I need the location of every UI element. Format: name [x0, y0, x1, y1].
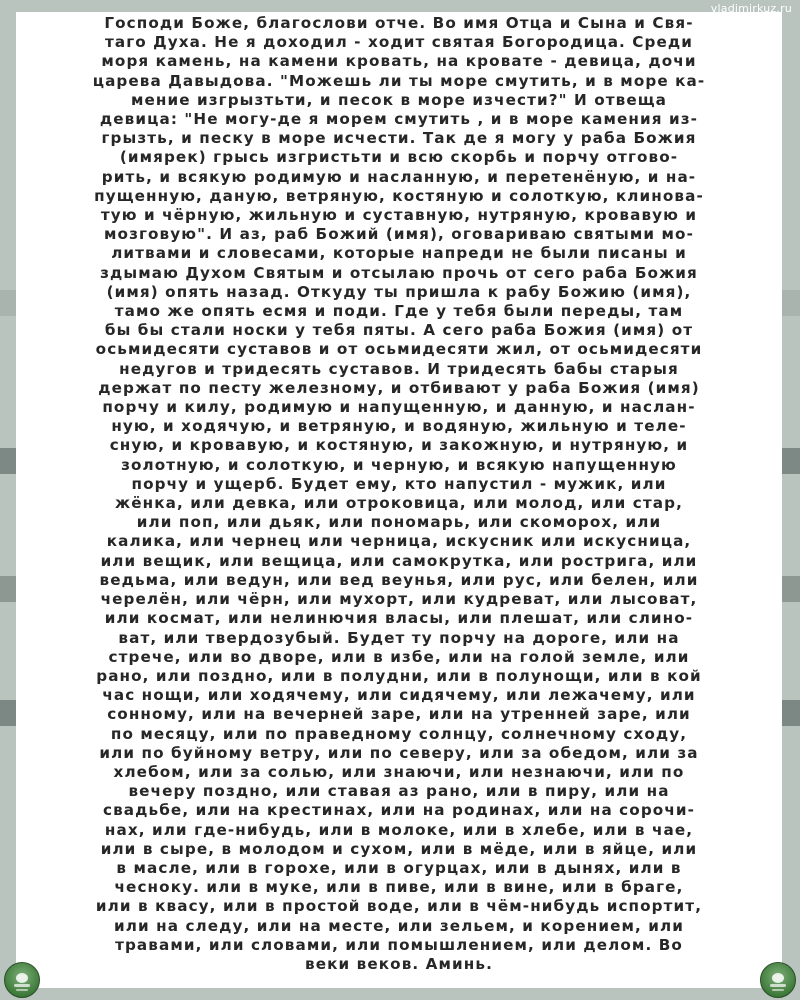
prayer-line: порчу и килу, родимую и напущенную, и данную, и наслан- [102, 398, 696, 417]
prayer-text [16, 14, 782, 974]
prayer-line: порчу и ущерб. Будет ему, кто напустил - мужик, или [131, 474, 667, 493]
prayer-line: рить, и всякую родимую и насланную, и перетенёную, и на- [101, 167, 697, 186]
prayer-line: держат по песту железному, и отбивают у раба Божия (имя) [98, 378, 700, 397]
prayer-line: (имя) опять назад. Откуду ты пришла к рабу Божию (имя), [106, 282, 692, 301]
prayer-line: калика, или чернец или черница, искусник или искусница, [106, 532, 692, 551]
prayer-line: девица: "Не могу-де я морем смутить , и в море камения из- [99, 110, 699, 129]
prayer-line: час нощи, или ходячему, или сидячему, или лежачему, или [102, 686, 696, 705]
prayer-line: нах, или где-нибудь, или в молоке, или в хлебе, или в чае, [104, 820, 694, 839]
prayer-line: или в сыре, в молодом и сухом, или в мёде, или в яйце, или [100, 839, 698, 858]
prayer-line: или на следу, или на месте, или зельем, и корением, или [114, 916, 684, 935]
prayer-line: или космат, или нелинючия власы, или плешат, или слино- [104, 609, 694, 628]
prayer-line: тамо же опять есмя и поди. Где у тебя были переды, там [114, 302, 684, 321]
prayer-line: чесноку. или в муке, или в пиве, или в вине, или в браге, [114, 878, 684, 897]
prayer-line: (имярек) грысь изгристьти и всю скорбь и порчу отгово- [119, 148, 679, 167]
prayer-line: травами, или словами, или помышлением, или делом. Во [115, 935, 683, 954]
prayer-line: моря камень, на камени кровать, на кровате - девица, дочи [101, 52, 697, 71]
prayer-line: грызть, и песку в море исчести. Так де я могу у раба Божия [101, 129, 697, 148]
prayer-line: или в квасу, или в простой воде, или в чём-нибудь испортит, [95, 897, 703, 916]
prayer-line: таго Духа. Не я доходил - ходит святая Богородица. Среди [104, 33, 694, 52]
prayer-line: ведьма, или ведун, или вед веунья, или рус, или белен, или [99, 570, 699, 589]
prayer-line: хлебом, или за солью, или знаючи, или незнаючи, или по [113, 762, 685, 781]
prayer-line: осьмидесяти суставов и от осьмидесяти жил, от осьмидесяти [95, 340, 703, 359]
prayer-line: по месяцу, или по праведному солнцу, солнечному сходу, [110, 724, 688, 743]
prayer-line: свадьбе, или на крестинах, или на родинах, или на сорочи- [102, 801, 695, 820]
prayer-line: ват, или твердозубый. Будет ту порчу на дороге, или на [118, 628, 680, 647]
prayer-line: рано, или поздно, или в полудни, или в полунощи, или в кой [96, 666, 702, 685]
prayer-line: литвами и словесами, которые напреди не были писаны и [111, 244, 687, 263]
prayer-line: стрече, или во дворе, или в избе, или на голой земле, или [108, 647, 690, 666]
prayer-line: мение изгрызтьти, и песок в море изчести?" И отвеща [130, 90, 668, 109]
prayer-line: сную, и кровавую, и костяную, и закожную, и нутряную, и [109, 436, 689, 455]
prayer-line: Господи Боже, благослови отче. Во имя Отца и Сына и Свя- [104, 14, 694, 32]
site-watermark: vladimirkuz.ru [710, 2, 792, 15]
prayer-line: бы бы стали носки у тебя пяты. А сего раба Божия (имя) от [104, 321, 694, 340]
prayer-line: здымаю Духом Святым и отсылаю прочь от сего раба Божия [100, 263, 698, 282]
emblem-icon [4, 962, 40, 998]
prayer-line: веки веков. Аминь. [305, 954, 493, 973]
prayer-line: жёнка, или девка, или отроковица, или молод, или стар, [114, 494, 683, 513]
prayer-line: тую и чёрную, жильную и суставную, нутряную, кровавую и [100, 206, 698, 225]
prayer-line: ную, и ходячую, и ветряную, и водяную, жильную и теле- [111, 417, 687, 436]
prayer-line: сонному, или на вечерней заре, или на утренней заре, или [107, 705, 691, 724]
text-page [16, 12, 782, 988]
prayer-line: вечеру поздно, или ставая аз рано, или в пиру, или на [128, 782, 670, 801]
prayer-line: мозговую". И аз, раб Божий (имя), оговариваю святыми мо- [104, 225, 694, 244]
prayer-line: недугов и тридесять суставов. И тридесять бабы старыя [119, 359, 679, 378]
prayer-line: в масле, или в горохе, или в огурцах, или в дынях, или в [116, 858, 682, 877]
prayer-line: или вещик, или вещица, или самокрутка, или рострига, или [100, 551, 698, 570]
prayer-line: царева Давыдова. "Можешь ли ты море смутить, и в море ка- [92, 71, 706, 90]
prayer-line: или по буйному ветру, или по северу, или за обедом, или за [99, 743, 699, 762]
emblem-icon [760, 962, 796, 998]
prayer-line: золотную, и солоткую, и черную, и всякую напущенную [121, 455, 677, 474]
prayer-line: черелён, или чёрн, или мухорт, или кудреват, или лысоват, [100, 590, 698, 609]
prayer-line: или поп, или дьяк, или пономарь, или скоморох, или [136, 513, 662, 532]
prayer-line: пущенную, даную, ветряную, костяную и солоткую, клинова- [94, 186, 704, 205]
